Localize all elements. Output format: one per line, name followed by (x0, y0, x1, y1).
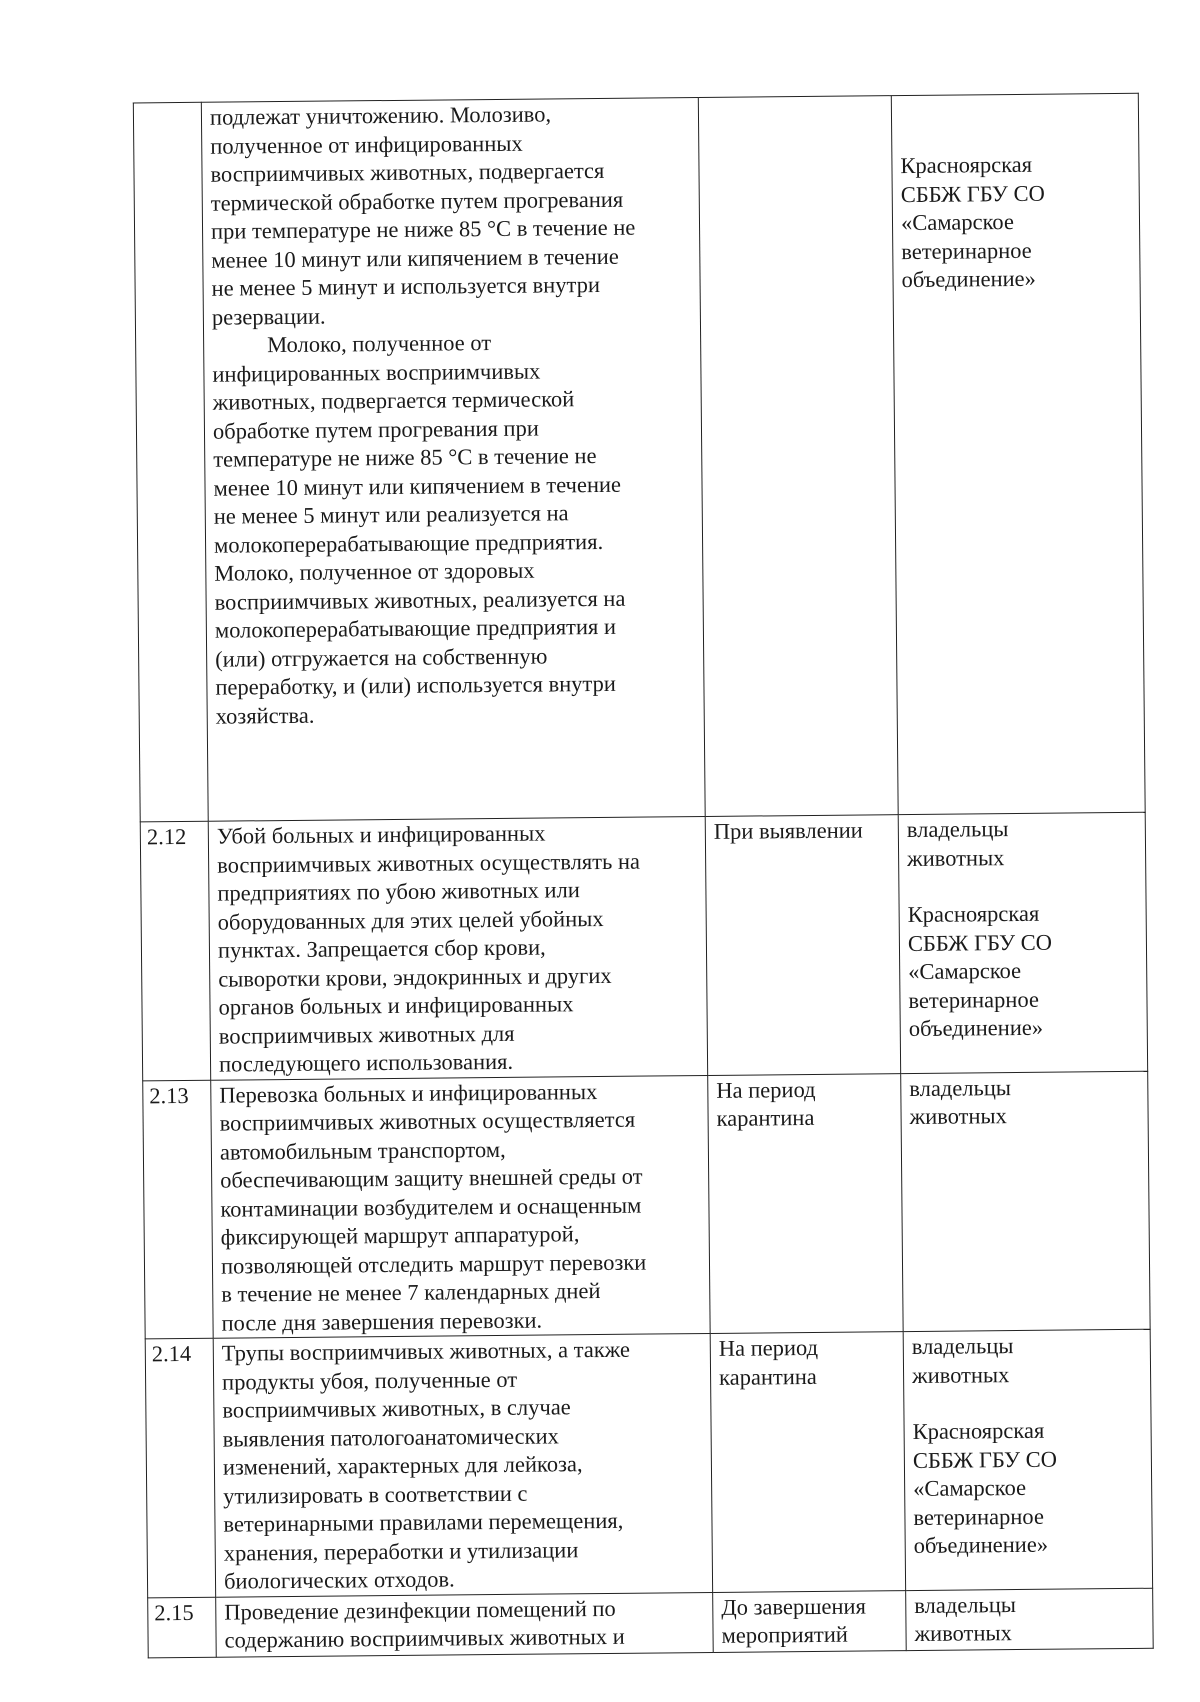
measure-text: Перевозка больных и инфицированных восприимчивых животных осуществляется автомобильным транспортом, обеспечивающим защиту внешней среды от контаминации возбудителем и оснащенным фиксирующей маршрут аппаратурой, позволяющей отследить маршрут перевозки в течение не менее 7 календарных дней после дня завершения перевозки. (219, 1078, 647, 1336)
term-cell (713, 1590, 907, 1652)
responsible-cell (906, 1588, 1154, 1650)
term-cell (698, 96, 898, 817)
responsible-cell (901, 1071, 1150, 1332)
term-text: На период карантина (716, 1076, 816, 1131)
responsible-owner: владельцы животных (911, 1333, 1014, 1388)
term-text: При выявлении (713, 817, 863, 844)
responsible-owner: владельцы животных (914, 1591, 1017, 1647)
measure-text: Трупы восприимчивых животных, а также продукты убоя, полученные от восприимчивых животных, в случае выявления патологоанатомических изменений, характерных для лейкоза, утилизировать в соответствии с ветеринарными правилами перемещения, хранения, переработки и утилизации биологических отходов. (221, 1336, 631, 1594)
responsible-owner: владельцы животных (909, 1074, 1012, 1130)
table-row (145, 1329, 1152, 1597)
table-row (143, 1071, 1150, 1339)
measure-text-cell (216, 1592, 714, 1657)
measure-text-cell (201, 98, 705, 822)
responsible-org: Красноярская СББЖ ГБУ СО «Самарское ветеринарное объединение» (912, 1417, 1058, 1559)
measure-text-cell (213, 1333, 712, 1596)
measure-text: Проведение дезинфекции помещений по содержанию восприимчивых животных и (224, 1595, 625, 1653)
table-row (148, 1588, 1154, 1658)
measure-text-cell (211, 1075, 710, 1338)
responsible-cell (898, 812, 1147, 1073)
responsible-owner: владельцы животных (906, 816, 1009, 871)
row-number: 2.15 (148, 1597, 217, 1658)
responsible-org: Красноярская СББЖ ГБУ СО «Самарское ветеринарное объединение» (900, 151, 1045, 293)
term-cell (708, 1073, 903, 1333)
responsible-cell (903, 1329, 1152, 1590)
row-number: 2.14 (145, 1338, 215, 1597)
row-number: 2.12 (140, 821, 210, 1080)
term-text: До завершения мероприятий (721, 1592, 866, 1648)
measure-text-cell (208, 816, 707, 1079)
measure-text: Убой больных и инфицированных восприимчивых животных осуществлять на предприятиях по убою животных или оборудованных для этих целей убойных пунктах. Запрещается сбор крови, сыворотки крови, эндокринных и других органов больных и инфицированных восприимчивых животных для последующего использования. (216, 820, 641, 1077)
term-cell (710, 1332, 905, 1592)
measure-text: подлежат уничтожению. Молозиво, полученное от инфицированных восприимчивых животных, подвергается термической обработке путем прогревания при температуре не ниже 85 °С в течение не менее 10 минут или кипячением в течение не менее 5 минут и используется внутри резервации. (209, 101, 636, 330)
term-text (707, 97, 883, 99)
responsible-cell (891, 93, 1145, 814)
term-cell (705, 815, 900, 1075)
row-number: 2.13 (143, 1080, 213, 1339)
table-row (140, 812, 1147, 1080)
row-number (133, 102, 208, 822)
table-row (133, 93, 1145, 822)
term-text: На период карантина (718, 1334, 819, 1390)
measures-table (133, 93, 1154, 1658)
responsible-org: Красноярская СББЖ ГБУ СО «Самарское ветеринарное объединение» (907, 900, 1053, 1042)
measure-text-paragraph: Молоко, полученное от инфицированных восприимчивых животных, подвергается термической обработке путем прогревания при температуре не ниже 85 °С в течение не менее 10 минут или кипячением в течение не менее 5 минут или реализуется на молокоперерабатывающие предприятия. Молоко, полученное от здоровых восприимчивых животных, реализуется на молокоперерабатывающие предприятия и (или) отгружается на собственную переработку, и (или) используется внутри хозяйства. (212, 330, 626, 729)
